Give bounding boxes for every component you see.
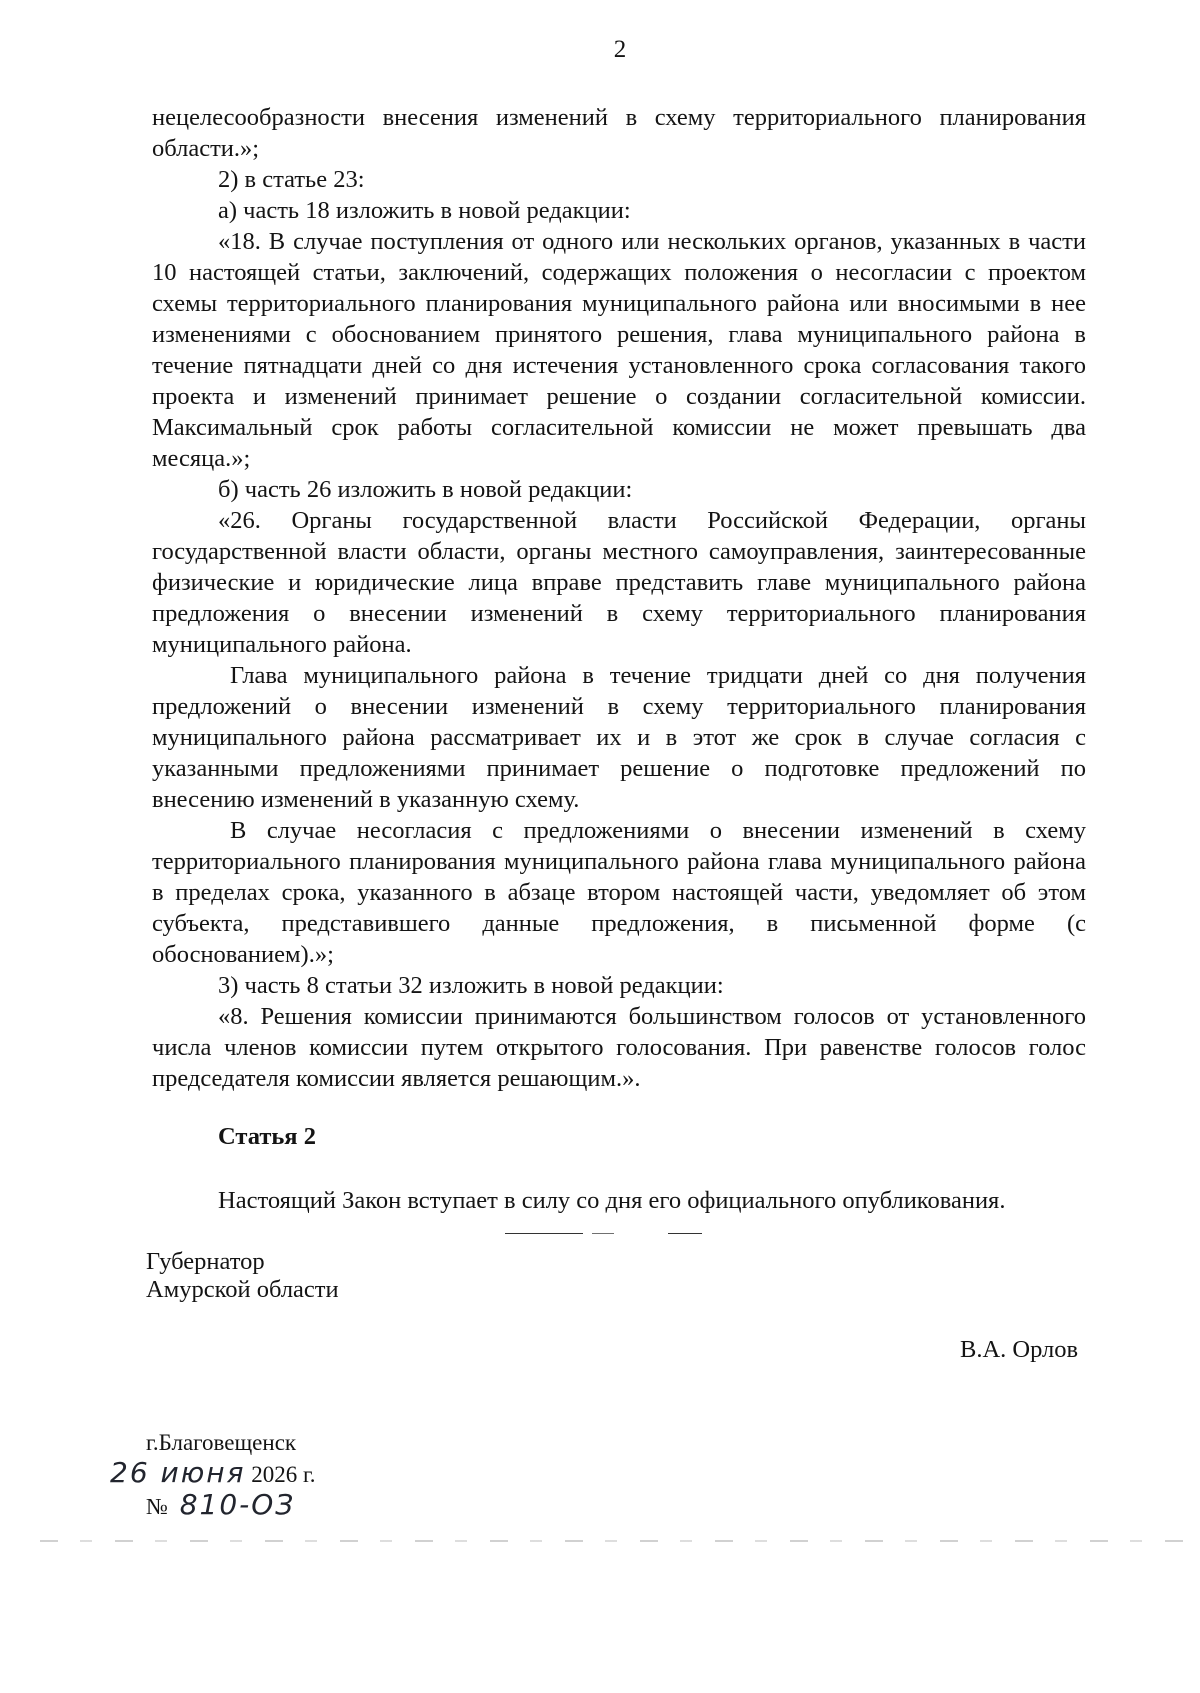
paragraph-item-2a: а) часть 18 изложить в новой редакции: — [218, 197, 631, 224]
paragraph-continuation: нецелесообразности внесения изменений в схему территориального планирования области.»; — [152, 104, 1086, 162]
signatory-title-line2: Амурской области — [146, 1276, 339, 1303]
signatory-title-line1: Губернатор — [146, 1248, 265, 1275]
article-heading: Статья 2 — [218, 1123, 316, 1150]
signatory-name: В.А. Орлов — [960, 1336, 1079, 1363]
handwritten-date: 26 июня — [110, 1456, 246, 1489]
paragraph-part-8: «8. Решения комиссии принимаются большинством голосов от установленного числа членов комиссии путем открытого голосования. При равенстве голосов голос председателя комиссии является решающим.». — [152, 1003, 1086, 1092]
paragraph-part-26-third: В случае несогласия с предложениями о внесении изменений в схему территориального планирования муниципального района глава муниципального района в пределах срока, указанного в абзаце втором настоящей части, уведомляет об этом субъекта, представившего данные предложения, в письменной форме (с обоснованием).»; — [152, 817, 1086, 968]
scan-artifact-line — [40, 1540, 1190, 1542]
document-body — [152, 102, 1086, 1094]
signatory-title — [146, 1248, 339, 1304]
article-text: Настоящий Закон вступает в силу со дня его официального опубликования. — [218, 1187, 1006, 1214]
document-number — [146, 1490, 316, 1522]
paragraph-part-26: «26. Органы государственной власти Российской Федерации, органы государственной власти области, органы местного самоуправления, заинтересованные физические и юридические лица вправе представить главе муниципального района предложения о внесении изменений в схему территориального планирования муниципального района. — [152, 507, 1086, 658]
document-date — [110, 1456, 316, 1490]
handwritten-number: 810-ОЗ — [179, 1488, 296, 1521]
separator-line — [668, 1233, 702, 1234]
paragraph-item-3: 3) часть 8 статьи 32 изложить в новой редакции: — [218, 972, 724, 999]
paragraph-item-2: 2) в статье 23: — [218, 166, 365, 193]
document-footer — [110, 1428, 316, 1522]
city-name: г.Благовещенск — [146, 1430, 297, 1455]
page-number: 2 — [613, 36, 627, 63]
paragraph-part-18: «18. В случае поступления от одного или нескольких органов, указанных в части 10 настоящей статьи, заключений, содержащих положения о несогласии с проектом схемы территориального планирования муниципального района или вносимыми в нее изменениями с обоснованием принятого решения, глава муниципального района в течение пятнадцати дней со дня истечения установленного срока согласования такого проекта и изменений принимает решение о создании согласительной комиссии. Максимальный срок работы согласительной комиссии не может превышать два месяца.»; — [152, 228, 1086, 472]
paragraph-item-2b: б) часть 26 изложить в новой редакции: — [218, 476, 633, 503]
number-sign: № — [146, 1494, 168, 1519]
document-year: 2026 г. — [251, 1462, 316, 1487]
separator-line — [505, 1233, 583, 1234]
separator-line — [592, 1233, 614, 1234]
paragraph-part-26-second: Глава муниципального района в течение тридцати дней со дня получения предложений о внесении изменений в схему территориального планирования муниципального района рассматривает их и в этот же срок в случае согласия с указанными предложениями принимает решение о подготовке предложений по внесению изменений в указанную схему. — [152, 662, 1086, 813]
